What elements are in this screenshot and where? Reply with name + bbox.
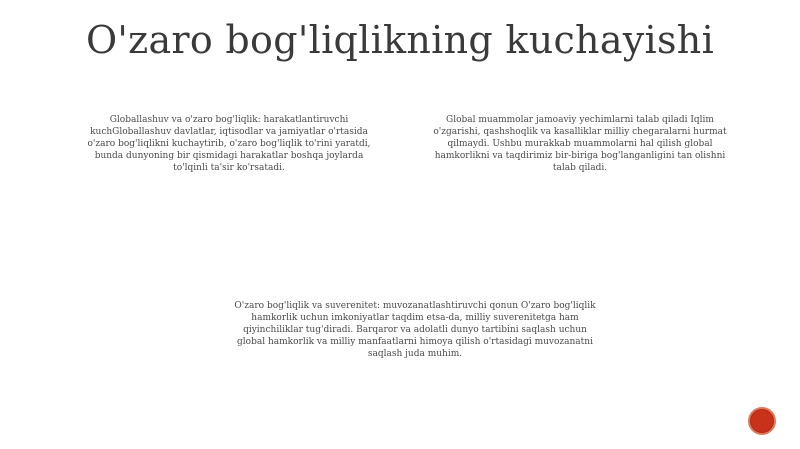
text-block-sovereignty: O'zaro bog'liqlik va suverenitet: muvozanatlashtiruvchi qonun O'zaro bog'liqlik hamkorlik uchun imkoniyatlar taqdim etsa-da, milliy suverenitetga ham qiyinchiliklar tug'diradi. Barqaror va adolatli dunyo tartibini saqlash uchun global hamkorlik va milliy manfaatlarni himoya qilish o'rtasidagi muvozanatni saqlash juda muhim.	[234, 301, 596, 359]
navigation-circle-button[interactable]	[748, 407, 776, 435]
text-block-globalization: Globallashuv va o'zaro bog'liqlik: harakatlantiruvchi kuchGloballashuv davlatlar, iqtisodlar va jamiyatlar o'rtasida o'zaro bog'liqlikni kuchaytirib, o'zaro bog'liqlik to'rini yaratdi, bunda dunyoning bir qismidagi harakatlar boshqa joylarda to'lqinli ta'sir ko'rsatadi.	[87, 115, 371, 173]
slide-title: O'zaro bog'liqlikning kuchayishi	[85, 18, 715, 62]
text-block-global-problems: Global muammolar jamoaviy yechimlarni talab qiladi Iqlim o'zgarishi, qashshoqlik va kasalliklar milliy chegaralarni hurmat qilmaydi. Ushbu murakkab muammolarni hal qilish global hamkorlikni va taqdirimiz bir-biriga bog'langanligini tan olishni talab qiladi.	[433, 115, 727, 173]
